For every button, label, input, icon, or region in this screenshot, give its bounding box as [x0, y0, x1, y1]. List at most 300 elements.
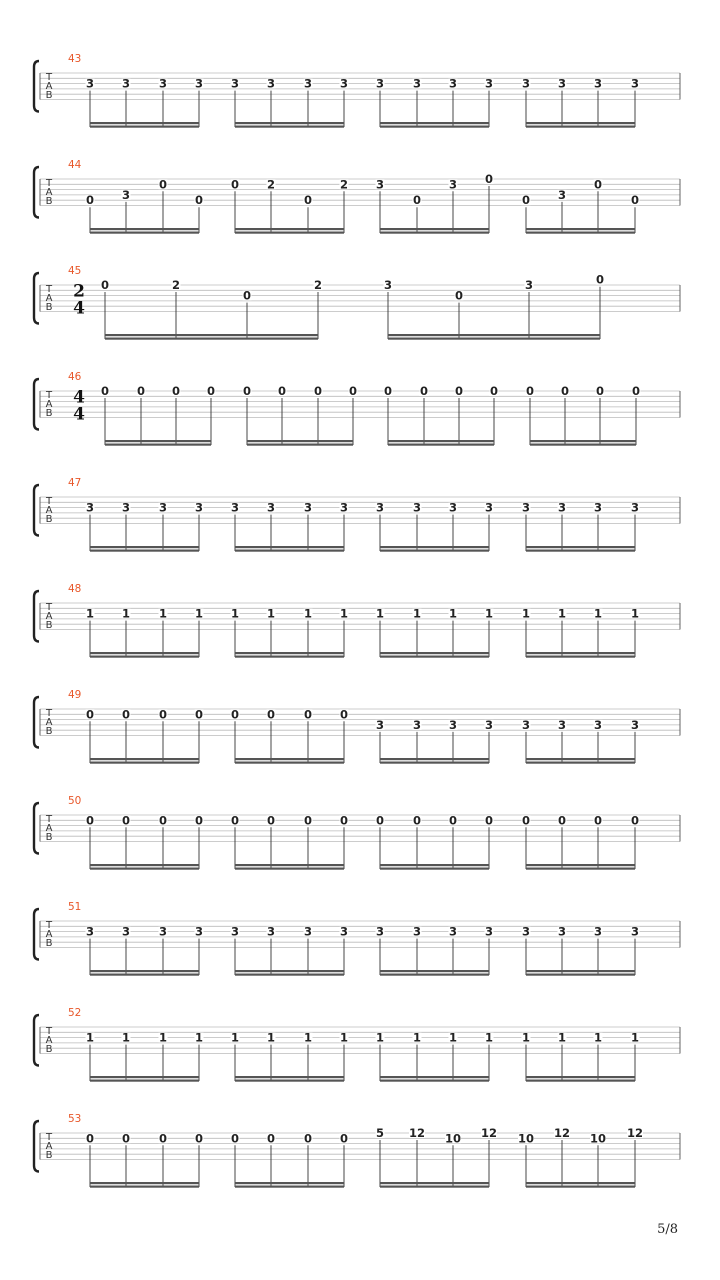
fret-number: 0	[484, 813, 494, 828]
fret-number: 0	[489, 384, 499, 398]
measure-number: 49	[68, 689, 82, 701]
tab-system	[34, 1007, 680, 1082]
fret-number: 3	[158, 500, 168, 515]
fret-number: 3	[303, 924, 313, 939]
fret-number: 3	[521, 76, 531, 91]
beam	[235, 758, 344, 760]
beam	[247, 440, 353, 442]
fret-number: 3	[524, 278, 534, 292]
measure-number: 48	[68, 583, 82, 595]
fret-number: 1	[194, 606, 204, 621]
fret-number: 0	[630, 193, 640, 208]
beam	[526, 970, 635, 972]
beam	[235, 228, 344, 230]
tab-clef-letter: B	[45, 832, 53, 843]
fret-number: 0	[595, 272, 605, 287]
fret-number: 1	[521, 606, 531, 621]
beam	[247, 444, 353, 446]
fret-number: 12	[408, 1126, 426, 1140]
beam	[526, 126, 635, 128]
fret-number: 3	[412, 76, 422, 91]
beam	[90, 970, 199, 972]
beam	[380, 1182, 489, 1184]
fret-number: 3	[85, 924, 95, 939]
fret-number: 0	[339, 707, 349, 722]
beam	[380, 652, 489, 654]
fret-number: 0	[412, 193, 422, 208]
measure-number: 50	[68, 795, 82, 807]
beam	[388, 440, 494, 442]
tab-clef-letter: A	[45, 1035, 53, 1046]
beam	[380, 546, 489, 548]
beam	[526, 762, 635, 764]
fret-number: 1	[85, 1030, 95, 1045]
beam	[526, 232, 635, 234]
beam	[526, 758, 635, 760]
time-signature-top: 4	[73, 387, 85, 408]
fret-number: 3	[230, 500, 240, 515]
tab-clef-letter: B	[45, 938, 53, 949]
fret-number: 1	[557, 1030, 567, 1045]
fret-number: 0	[85, 1131, 95, 1146]
system-bracket	[34, 803, 39, 854]
beam	[90, 550, 199, 552]
fret-number: 3	[448, 924, 458, 939]
system-bracket	[34, 909, 39, 960]
fret-number: 3	[194, 76, 204, 91]
fret-number: 0	[85, 193, 95, 208]
tab-clef-letter: B	[45, 302, 53, 313]
beam	[90, 1182, 199, 1184]
fret-number: 3	[630, 500, 640, 515]
fret-number: 1	[230, 606, 240, 621]
beam	[526, 228, 635, 230]
beam	[380, 1186, 489, 1188]
fret-number: 1	[630, 606, 640, 621]
fret-number: 3	[121, 500, 131, 515]
tab-system	[34, 901, 680, 976]
fret-number: 1	[266, 606, 276, 621]
fret-number: 0	[525, 384, 535, 398]
beam	[526, 546, 635, 548]
tab-clef-letter: B	[45, 196, 53, 207]
fret-number: 1	[375, 1030, 385, 1045]
fret-number: 0	[339, 1131, 349, 1146]
tab-clef-letter: A	[45, 293, 53, 304]
fret-number: 1	[557, 606, 567, 621]
beam	[235, 974, 344, 976]
beam	[235, 1186, 344, 1188]
beam	[235, 1182, 344, 1184]
beam	[235, 550, 344, 552]
beam	[380, 864, 489, 866]
fret-number: 0	[230, 1131, 240, 1146]
fret-number: 3	[521, 500, 531, 515]
fret-number: 2	[266, 177, 276, 192]
tab-clef-letter: B	[45, 514, 53, 525]
fret-number: 3	[448, 500, 458, 515]
fret-number: 2	[171, 278, 181, 292]
fret-number: 3	[230, 76, 240, 91]
fret-number: 1	[412, 606, 422, 621]
beam	[90, 1076, 199, 1078]
fret-number: 0	[242, 288, 252, 303]
beam	[530, 440, 636, 442]
beam	[235, 652, 344, 654]
fret-number: 0	[242, 384, 252, 398]
fret-number: 3	[121, 187, 131, 202]
fret-number: 0	[484, 172, 494, 186]
tab-clef-letter: A	[45, 823, 53, 834]
tab-clef-letter: T	[45, 920, 53, 931]
beam	[235, 1076, 344, 1078]
fret-number: 0	[631, 384, 641, 398]
fret-number: 3	[85, 76, 95, 91]
fret-number: 3	[484, 76, 494, 91]
beam	[235, 546, 344, 548]
fret-number: 0	[121, 707, 131, 722]
tab-system	[34, 795, 680, 870]
fret-number: 3	[194, 500, 204, 515]
fret-number: 3	[339, 924, 349, 939]
fret-number: 3	[557, 187, 567, 202]
beam	[380, 762, 489, 764]
fret-number: 3	[593, 76, 603, 91]
beam	[90, 232, 199, 234]
fret-number: 0	[419, 384, 429, 398]
beam	[90, 758, 199, 760]
fret-number: 3	[375, 500, 385, 515]
beam	[380, 758, 489, 760]
fret-number: 3	[303, 500, 313, 515]
fret-number: 1	[412, 1030, 422, 1045]
tab-system	[34, 689, 680, 764]
system-bracket	[34, 591, 39, 642]
fret-number: 0	[121, 1131, 131, 1146]
fret-number: 0	[230, 177, 240, 192]
beam	[380, 232, 489, 234]
fret-number: 3	[230, 924, 240, 939]
fret-number: 0	[595, 384, 605, 398]
fret-number: 3	[194, 924, 204, 939]
fret-number: 0	[348, 384, 358, 398]
fret-number: 3	[484, 717, 494, 732]
beam	[90, 546, 199, 548]
fret-number: 0	[521, 193, 531, 208]
fret-number: 10	[444, 1131, 462, 1146]
time-signature-top: 2	[73, 281, 85, 302]
page-number: 5/8	[657, 1222, 678, 1237]
beam	[105, 338, 318, 340]
fret-number: 0	[121, 813, 131, 828]
fret-number: 0	[303, 193, 313, 208]
fret-number: 3	[375, 76, 385, 91]
beam	[105, 440, 211, 442]
fret-number: 3	[121, 924, 131, 939]
tab-clef-letter: T	[45, 814, 53, 825]
measure-number: 44	[68, 159, 82, 171]
system-bracket	[34, 61, 39, 112]
measure-number: 43	[68, 53, 82, 65]
fret-number: 3	[557, 500, 567, 515]
fret-number: 0	[230, 707, 240, 722]
fret-number: 0	[521, 813, 531, 828]
fret-number: 1	[339, 606, 349, 621]
fret-number: 3	[339, 76, 349, 91]
fret-number: 1	[194, 1030, 204, 1045]
measure-number: 51	[68, 901, 82, 913]
tab-clef-letter: A	[45, 1141, 53, 1152]
time-signature-bottom: 4	[73, 404, 85, 425]
fret-number: 3	[484, 500, 494, 515]
fret-number: 12	[553, 1126, 571, 1140]
fret-number: 3	[630, 76, 640, 91]
tab-clef-letter: A	[45, 399, 53, 410]
fret-number: 3	[593, 924, 603, 939]
beam	[526, 652, 635, 654]
measure-number: 45	[68, 265, 82, 277]
fret-number: 1	[121, 1030, 131, 1045]
fret-number: 3	[557, 924, 567, 939]
fret-number: 3	[383, 278, 393, 292]
tab-clef-letter: A	[45, 717, 53, 728]
beam	[380, 1076, 489, 1078]
beam	[90, 974, 199, 976]
beam	[380, 970, 489, 972]
fret-number: 1	[630, 1030, 640, 1045]
fret-number: 3	[158, 924, 168, 939]
fret-number: 10	[589, 1131, 607, 1146]
fret-number: 0	[194, 813, 204, 828]
fret-number: 0	[630, 813, 640, 828]
beam	[90, 868, 199, 870]
fret-number: 0	[158, 813, 168, 828]
beam	[380, 868, 489, 870]
fret-number: 0	[100, 384, 110, 398]
fret-number: 1	[121, 606, 131, 621]
fret-number: 0	[266, 1131, 276, 1146]
fret-number: 1	[448, 606, 458, 621]
beam	[526, 656, 635, 658]
fret-number: 3	[412, 500, 422, 515]
fret-number: 0	[266, 813, 276, 828]
beam	[388, 338, 600, 340]
tab-system	[34, 53, 680, 128]
beam	[526, 1182, 635, 1184]
tab-clef-letter: B	[45, 726, 53, 737]
fret-number: 1	[593, 1030, 603, 1045]
measure-number: 52	[68, 1007, 82, 1019]
tab-clef-letter: B	[45, 620, 53, 631]
fret-number: 3	[593, 717, 603, 732]
tab-clef-letter: A	[45, 81, 53, 92]
system-bracket	[34, 1121, 39, 1172]
fret-number: 0	[593, 177, 603, 192]
tab-clef-letter: T	[45, 72, 53, 83]
fret-number: 1	[85, 606, 95, 621]
system-bracket	[34, 167, 39, 218]
tab-clef-letter: T	[45, 178, 53, 189]
tab-clef-letter: T	[45, 708, 53, 719]
fret-number: 3	[448, 177, 458, 192]
fret-number: 0	[194, 193, 204, 208]
tab-clef-letter: B	[45, 90, 53, 101]
fret-number: 0	[383, 384, 393, 398]
tab-system	[34, 371, 680, 446]
tab-clef-letter: B	[45, 1150, 53, 1161]
fret-number: 0	[230, 813, 240, 828]
beam	[235, 762, 344, 764]
tab-clef-letter: T	[45, 1132, 53, 1143]
fret-number: 1	[521, 1030, 531, 1045]
tab-system	[34, 583, 680, 658]
beam	[526, 864, 635, 866]
fret-number: 0	[593, 813, 603, 828]
fret-number: 1	[339, 1030, 349, 1045]
fret-number: 3	[484, 924, 494, 939]
system-bracket	[34, 1015, 39, 1066]
beam	[380, 1080, 489, 1082]
tab-clef-letter: T	[45, 1026, 53, 1037]
beam	[90, 652, 199, 654]
beam	[90, 1186, 199, 1188]
fret-number: 0	[158, 1131, 168, 1146]
beam	[105, 444, 211, 446]
beam	[90, 864, 199, 866]
tab-clef-letter: A	[45, 929, 53, 940]
beam	[90, 228, 199, 230]
fret-number: 3	[593, 500, 603, 515]
fret-number: 3	[375, 717, 385, 732]
beam	[530, 444, 636, 446]
system-bracket	[34, 485, 39, 536]
fret-number: 0	[339, 813, 349, 828]
measure-number: 47	[68, 477, 82, 489]
tab-clef-letter: T	[45, 496, 53, 507]
fret-number: 2	[313, 278, 323, 292]
system-bracket	[34, 379, 39, 430]
beam	[235, 868, 344, 870]
fret-number: 1	[593, 606, 603, 621]
fret-number: 0	[136, 384, 146, 398]
tab-clef-letter: T	[45, 602, 53, 613]
fret-number: 0	[448, 813, 458, 828]
fret-number: 3	[448, 76, 458, 91]
fret-number: 10	[517, 1131, 535, 1146]
fret-number: 3	[630, 924, 640, 939]
fret-number: 0	[266, 707, 276, 722]
fret-number: 1	[303, 1030, 313, 1045]
tab-system	[34, 159, 680, 234]
fret-number: 1	[484, 1030, 494, 1045]
fret-number: 2	[339, 177, 349, 192]
beam	[526, 550, 635, 552]
tab-system	[34, 477, 680, 552]
beam	[90, 122, 199, 124]
beam	[90, 126, 199, 128]
beam	[90, 656, 199, 658]
beam	[526, 1080, 635, 1082]
fret-number: 3	[121, 76, 131, 91]
fret-number: 1	[158, 606, 168, 621]
fret-number: 0	[303, 813, 313, 828]
tab-clef-letter: A	[45, 187, 53, 198]
fret-number: 3	[266, 924, 276, 939]
fret-number: 3	[85, 500, 95, 515]
fret-number: 0	[85, 707, 95, 722]
fret-number: 3	[557, 76, 567, 91]
fret-number: 3	[521, 924, 531, 939]
fret-number: 1	[448, 1030, 458, 1045]
beam	[105, 334, 318, 336]
fret-number: 3	[158, 76, 168, 91]
tab-clef-letter: T	[45, 390, 53, 401]
fret-number: 0	[194, 1131, 204, 1146]
fret-number: 0	[454, 288, 464, 303]
beam	[526, 1186, 635, 1188]
fret-number: 1	[266, 1030, 276, 1045]
time-signature-bottom: 4	[73, 298, 85, 319]
fret-number: 0	[560, 384, 570, 398]
fret-number: 0	[100, 278, 110, 292]
beam	[235, 1080, 344, 1082]
beam	[235, 970, 344, 972]
fret-number: 3	[375, 177, 385, 192]
fret-number: 0	[454, 384, 464, 398]
system-bracket	[34, 697, 39, 748]
fret-number: 0	[303, 1131, 313, 1146]
fret-number: 3	[412, 717, 422, 732]
fret-number: 3	[448, 717, 458, 732]
fret-number: 3	[375, 924, 385, 939]
fret-number: 0	[277, 384, 287, 398]
beam	[235, 122, 344, 124]
fret-number: 12	[626, 1126, 644, 1140]
fret-number: 3	[339, 500, 349, 515]
fret-number: 0	[375, 813, 385, 828]
measure-number: 53	[68, 1113, 82, 1125]
fret-number: 0	[557, 813, 567, 828]
measure-number: 46	[68, 371, 82, 383]
beam	[90, 1080, 199, 1082]
tab-clef-letter: B	[45, 408, 53, 419]
beam	[388, 334, 600, 336]
fret-number: 3	[303, 76, 313, 91]
tab-system	[34, 1113, 680, 1188]
fret-number: 1	[375, 606, 385, 621]
beam	[380, 228, 489, 230]
fret-number: 5	[375, 1126, 385, 1140]
fret-number: 0	[206, 384, 216, 398]
beam	[526, 974, 635, 976]
fret-number: 3	[521, 717, 531, 732]
tab-clef-letter: B	[45, 1044, 53, 1055]
beam	[90, 762, 199, 764]
beam	[235, 126, 344, 128]
fret-number: 3	[412, 924, 422, 939]
beam	[380, 974, 489, 976]
beam	[526, 868, 635, 870]
fret-number: 3	[266, 500, 276, 515]
system-bracket	[34, 273, 39, 324]
beam	[380, 122, 489, 124]
fret-number: 0	[313, 384, 323, 398]
beam	[526, 122, 635, 124]
fret-number: 3	[630, 717, 640, 732]
fret-number: 0	[412, 813, 422, 828]
fret-number: 0	[303, 707, 313, 722]
fret-number: 3	[557, 717, 567, 732]
